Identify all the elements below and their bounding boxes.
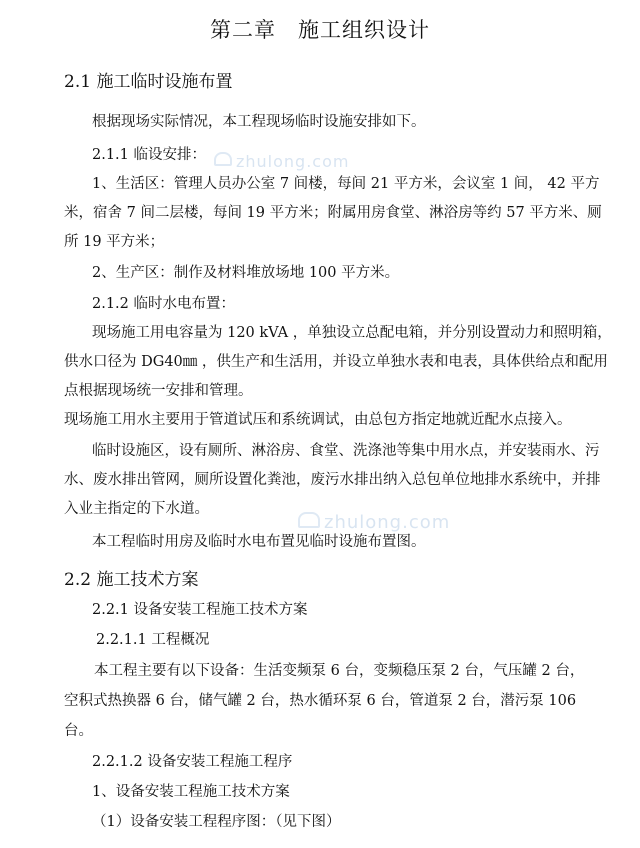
section-heading-2-2: 2.2 施工技术方案 [64,570,199,590]
list-item-1-1: （1）设备安装工程程序图：（见下图） [92,814,341,830]
power-line-3: 点根据现场统一安排和管理。 [64,383,253,399]
drainage-line-2: 水、废水排出管网，厕所设置化粪池，废污水排出纳入总包单位地排水系统中，并排 [64,472,601,488]
living-area-line-2: 米，宿舍 7 间二层楼，每间 19 平方米；附属用房食堂、淋浴房等约 57 平方米、厕 [64,205,602,221]
equipment-line-1: 本工程主要有以下设备：生活变频泵 6 台，变频稳压泵 2 台，气压罐 2 台， [94,663,585,679]
subheading-2-2-1: 2.2.1 设备安装工程施工技术方案 [92,602,308,618]
water-supply-line: 现场施工用水主要用于管道试压和系统调试，由总包方指定地就近配水点接入。 [64,412,572,428]
watermark-text: zhulong.com [324,512,451,533]
list-item-1: 1、设备安装工程施工技术方案 [92,784,290,800]
section-heading-2-1: 2.1 施工临时设施布置 [64,72,233,92]
subheading-2-1-1: 2.1.1 临设安排： [92,147,207,163]
drainage-line-1: 临时设施区，设有厕所、淋浴房、食堂、洗涤池等集中用水点，并安装雨水、污 [92,443,600,459]
subheading-2-2-1-2: 2.2.1.2 设备安装工程施工程序 [92,754,293,770]
subheading-2-2-1-1: 2.2.1.1 工程概况 [96,632,210,648]
living-area-line-3: 所 19 平方米； [64,234,165,250]
subheading-2-1-2: 2.1.2 临时水电布置： [92,296,236,312]
paragraph-intro: 根据现场实际情况，本工程现场临时设施安排如下。 [92,114,426,130]
drainage-line-3: 入业主指定的下水道。 [64,501,209,517]
layout-reference-line: 本工程临时用房及临时水电布置见临时设施布置图。 [92,534,426,550]
equipment-line-2: 空积式热换器 6 台，储气罐 2 台，热水循环泵 6 台，管道泵 2 台，潜污泵 106 [64,693,577,709]
living-area-line-1: 1、生活区：管理人员办公室 7 间楼，每间 21 平方米，会议室 1 间， 42 平方 [92,176,600,192]
power-line-1: 现场施工用电容量为 120 kVA ，单独设立总配电箱，并分别设置动力和照明箱， [92,325,612,341]
chapter-title: 第二章 施工组织设计 [210,18,430,42]
watermark-text: zhulong.com [236,152,350,171]
power-line-2: 供水口径为 DG40㎜ ，供生产和生活用，并设立单独水表和电表，具体供给点和配用 [64,354,608,370]
equipment-line-3: 台。 [64,723,93,739]
production-area-line: 2、生产区：制作及材料堆放场地 100 平方米。 [92,265,400,281]
